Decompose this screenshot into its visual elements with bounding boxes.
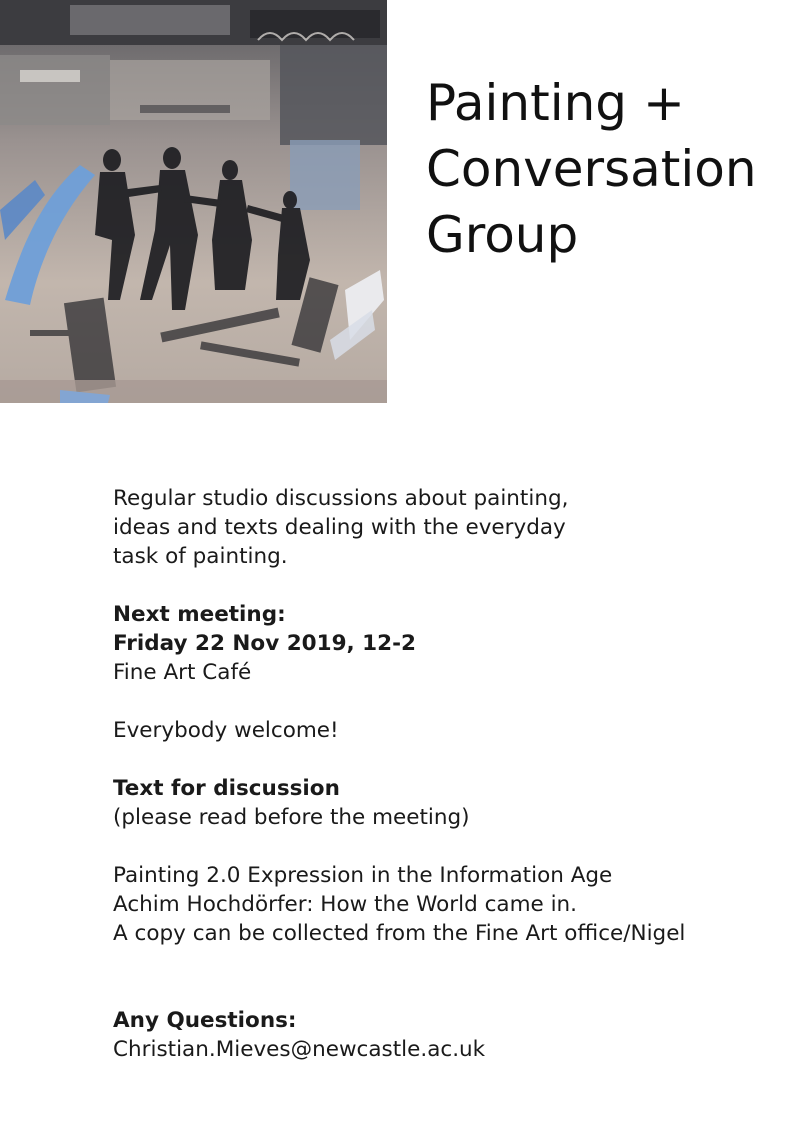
- intro-line-2: ideas and texts dealing with the everyday: [113, 515, 566, 540]
- text-for-discussion-note: (please read before the meeting): [113, 805, 470, 830]
- contact-email[interactable]: Christian.Mieves@newcastle.ac.uk: [113, 1037, 486, 1062]
- next-meeting-venue: Fine Art Café: [113, 660, 252, 685]
- poster-title: [426, 70, 757, 268]
- intro-line-1: Regular studio discussions about painting,: [113, 486, 569, 511]
- discussion-text-line-3: A copy can be collected from the Fine Art office/Nigel: [113, 921, 686, 946]
- title-line-1: Painting +: [426, 74, 685, 132]
- title-line-2: Conversation: [426, 140, 757, 198]
- text-for-discussion-label: Text for discussion: [113, 776, 340, 801]
- next-meeting-datetime: [113, 629, 753, 658]
- next-meeting-label: Next meeting:: [113, 602, 286, 627]
- poster-body: [113, 484, 753, 1064]
- discussion-text-line-1: Painting 2.0 Expression in the Information Age: [113, 863, 613, 888]
- welcome-text: Everybody welcome!: [113, 718, 339, 743]
- intro-line-3: task of painting.: [113, 544, 288, 569]
- discussion-text-line-2: Achim Hochdörfer: How the World came in.: [113, 892, 578, 917]
- painting-image: [0, 0, 387, 403]
- questions-label: Any Questions:: [113, 1008, 297, 1033]
- next-meeting-date: Friday 22 Nov 2019: [113, 631, 347, 656]
- title-line-3: Group: [426, 206, 579, 264]
- next-meeting-time: , 12-2: [346, 631, 416, 656]
